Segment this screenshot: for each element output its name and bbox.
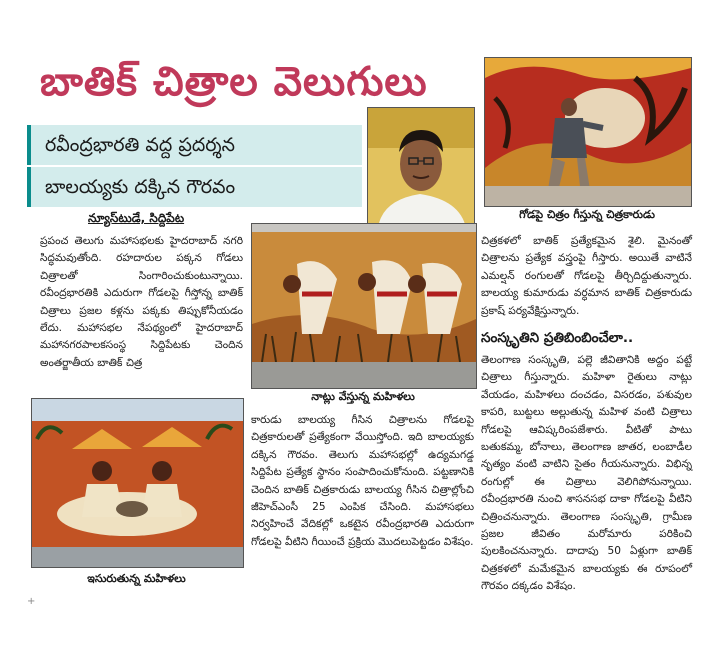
article-column-3-top: చిత్రకళలో బాతిక్ ప్రత్యేకమైన శైలి. మైనంతో చిత్రాలను ప్రత్యేక వస్త్రంపై గీస్తారు. అయితే వాటినే ఎమల్షన్ రంగులతో గోడలపై తీర్చిదిద్దుతున్నారు. బాలయ్య కుమారుడు వర్ధమాన బాతిక్ చిత్రకారుడు ప్రకాష్ పర్యవేక్షిస్తున్నారు. <box>481 235 692 317</box>
article-column-1: ప్రపంచ తెలుగు మహాసభలకు హైదరాబాద్ నగరి సిద్ధమవుతోంది. రహదారుల పక్కన గోడలు చిత్రాలతో సింగారించుకుంటున్నాయి. రవీంద్రభారతికి ఎదురుగా గోడలపై గీస్తోన్న బాతిక్ చిత్రాలు ప్రజల కళ్లను పక్కకు తిప్పుకోనీయడం లేదు. మహాసభల నేపథ్యంలో హైదరాబాద్ మహానగరపాలకసంస్థ సిద్దిపేటకు చెందిన అంతర్జాతీయ బాతిక్ చిత్ర <box>40 235 243 369</box>
article-column-3-bottom: తెలంగాణ సంస్కృతి, పల్లె జీవితానికి అద్దం పట్టే చిత్రాలు గీస్తున్నారు. మహిళా రైతులు నాట్లు వేయడం, మహిళలు దంచడం, విసరడం, పశువుల కాపరి, బుట్టలు అల్లుతున్న మహిళ వంటి చిత్రాలు గోడలపై ఆవిష్కరింపజేశారు. వీటితో పాటు బతుకమ్మ, బోనాలు, తెలంగాణ జాతర, లంబాడీల నృత్యం వంటి వాటిని సైతం గీయనున్నారు. విభిన్న రంగుల్లో ఈ చిత్రాలు వెలిగిపోనున్నాయి. రవీంద్రభారతి నుంచి శాసనసభ దాకా గోడలపై వీటిని చిత్రించనున్నారు. తెలంగాణ సంస్కృతి, గ్రామీణ ప్రజల జీవితం మరోమారు పరికించి పులకించనున్నారు. దాదాపు 50 ఏళ్లుగా బాతిక్ చిత్రకళలో మమేకమైన బాలయ్యకు ఈ రూపంలో గౌరవం దక్కడం విశేషం. <box>481 354 692 593</box>
planting-photo <box>251 223 477 389</box>
subheadline-1: రవీంద్రభారతి వద్ద ప్రదర్శన <box>27 125 362 165</box>
subheadline-2: బాలయ్యకు దక్కిన గౌరవం <box>27 167 362 207</box>
caption-planting: నాట్లు వేస్తున్న మహిళలు <box>311 390 415 403</box>
caption-painter: గోడపై చిత్రం గీస్తున్న చిత్రకారుడు <box>519 208 655 221</box>
section-heading: సంస్కృతిని ప్రతిబింబించేలా.. <box>481 330 634 346</box>
headline: బాతిక్ చిత్రాల వెలుగులు <box>40 58 428 105</box>
article-column-2: కారుడు బాలయ్య గీసిన చిత్రాలను గోడలపై చిత్రకారులతో ప్రత్యేకంగా వేయిస్తోంది. ఇది బాలయ్యకు దక్కిన గౌరవం. తెలుగు మహాసభల్లో ఉద్యమగడ్డ సిద్దిపేట ప్రత్యేక స్థానం సంపాదించుకోనుంది. పట్టణానికి చెందిన బాతిక్ చిత్రకారుడు బాలయ్య గీసిన చిత్రాల్లోంచి జీహెచ్ఎంసీ 25 ఎంపిక చేసింది. మహాసభలు నిర్వహించే వేదికల్లో ఒకటైన రవీంద్రభారతి ఎదురుగా గోడలపై వీటిని గీయించే ప్రక్రియ మొదలుపెట్టడం విశేషం. <box>251 414 474 548</box>
portrait-photo <box>367 107 475 229</box>
caption-grinding: ఇసురుతున్న మహిళలు <box>87 572 186 585</box>
painter-photo <box>484 57 692 207</box>
corner-mark: + <box>27 596 36 607</box>
byline: న్యూస్‌టుడే, సిద్దిపేట <box>88 211 185 225</box>
grinding-photo <box>31 398 244 568</box>
